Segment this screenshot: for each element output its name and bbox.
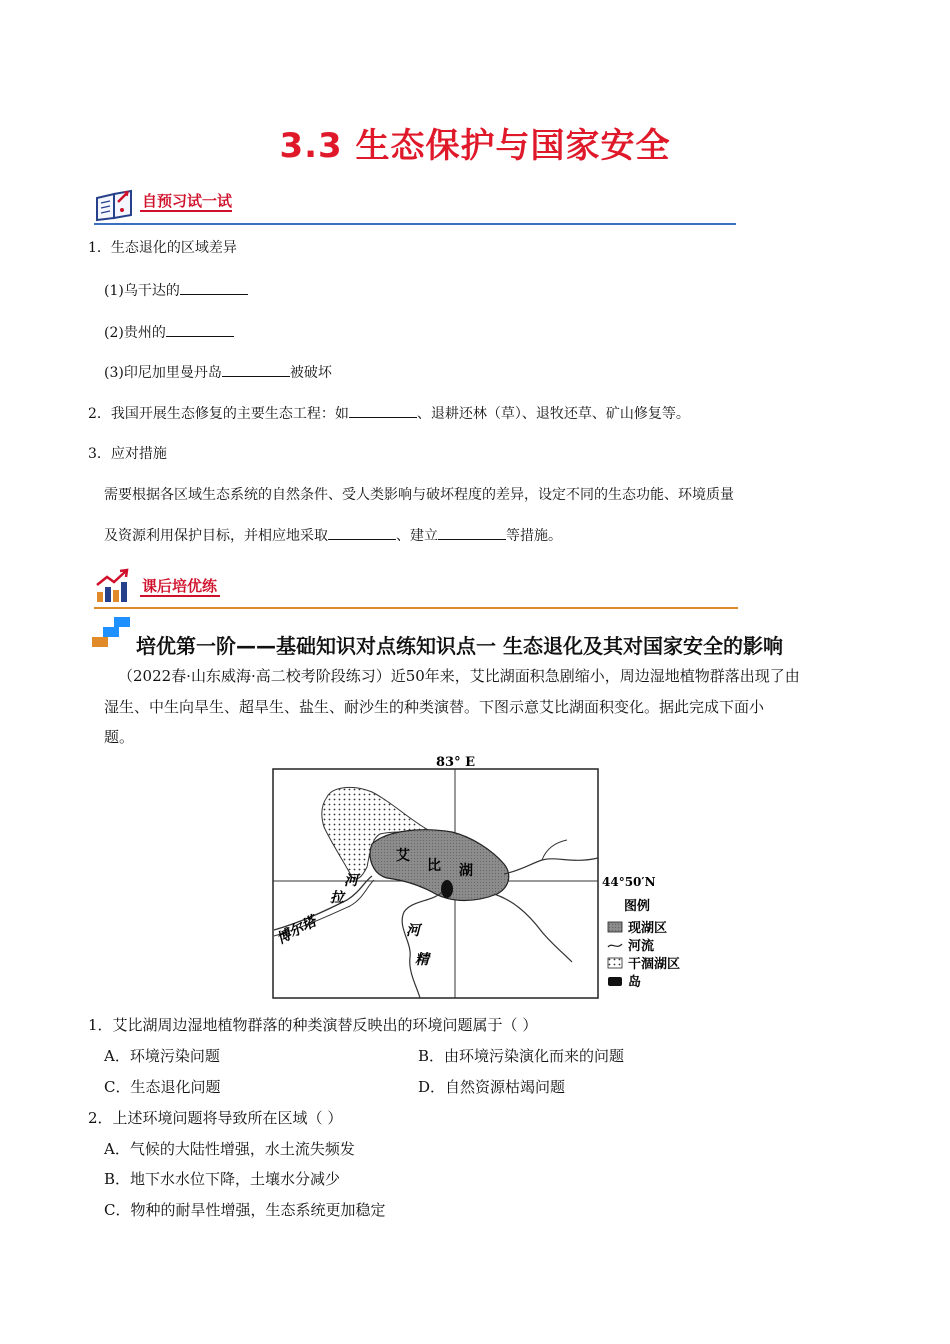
- q3-line1: 需要根据各区域生态系统的自然条件、受人类影响与破坏程度的差异，设定不同的生态功能、环境质量: [104, 487, 734, 503]
- intro-line-1: （2022春·山东威海·高二校考阶段练习）近50年来，艾比湖面积急剧缩小，周边湿地植物群落出现了由: [118, 667, 800, 685]
- book-icon: [94, 188, 136, 222]
- section-divider: [94, 223, 736, 225]
- river-label-he-top: 河: [344, 873, 358, 889]
- q1-option-c[interactable]: C．生态退化问题: [104, 1078, 221, 1096]
- river-label-jing: 精: [415, 952, 429, 968]
- legend-label-dried: 干涸湖区: [628, 957, 681, 972]
- section-label-homework: 课后培优练: [142, 577, 218, 595]
- label-underline: [140, 210, 232, 212]
- section-label-preview: 自预习试一试: [142, 192, 233, 210]
- blocks-icon: [92, 617, 132, 647]
- q1-title: 1．生态退化的区域差异: [88, 240, 237, 256]
- q2: 2．我国开展生态修复的主要生态工程：如 、退耕还林（草）、退牧还草、矿山修复等。: [88, 403, 690, 424]
- q1-a: (1)乌干达的: [104, 280, 248, 301]
- island: [441, 880, 453, 898]
- aibi-lake-map: [272, 752, 702, 1002]
- legend-label-river: 河流: [628, 939, 655, 954]
- section-divider: [94, 607, 738, 609]
- river-label-la: 拉: [330, 890, 344, 906]
- river-label-he-lower: 河: [406, 923, 420, 939]
- longitude-label: 83° E: [436, 755, 476, 770]
- intro-line-2: 湿生、中生向旱生、超旱生、盐生、耐沙生的种类演替。下图示意艾比湖面积变化。据此完成下面小: [104, 698, 765, 716]
- q1-option-d[interactable]: D．自然资源枯竭问题: [418, 1078, 566, 1096]
- growth-chart-icon: [94, 568, 130, 604]
- legend-swatch-dried: [608, 958, 622, 968]
- tier-heading: 培优第一阶——基础知识对点练知识点一 生态退化及其对国家安全的影响: [136, 634, 783, 658]
- page-title: 3.3 生态保护与国家安全: [279, 126, 671, 166]
- lake-char-bi: 比: [427, 858, 441, 874]
- fill-blank[interactable]: [328, 525, 396, 540]
- legend-title: 图例: [624, 899, 651, 914]
- legend-label-lake: 现湖区: [628, 921, 668, 936]
- fill-blank[interactable]: [349, 403, 417, 418]
- q1-option-a[interactable]: A．环境污染问题: [104, 1047, 220, 1065]
- q1-c: (3)印尼加里曼丹岛 被破坏: [104, 362, 332, 383]
- fill-blank[interactable]: [438, 525, 506, 540]
- q1-option-b[interactable]: B．由环境污染演化而来的问题: [418, 1047, 625, 1065]
- fill-blank[interactable]: [166, 322, 234, 337]
- q2-option-b[interactable]: B．地下水水位下降，土壤水分减少: [104, 1170, 341, 1188]
- label-underline: [140, 595, 220, 597]
- fill-blank[interactable]: [222, 362, 290, 377]
- question-2-stem: 2．上述环境问题将导致所在区域（ ）: [88, 1109, 343, 1127]
- q2-option-a[interactable]: A．气候的大陆性增强，水土流失频发: [104, 1140, 355, 1158]
- lake-char-hu: 湖: [459, 863, 473, 879]
- intro-line-3: 题。: [104, 728, 135, 746]
- q3-title: 3．应对措施: [88, 446, 167, 462]
- question-1-stem: 1．艾比湖周边湿地植物群落的种类演替反映出的环境问题属于（ ）: [88, 1016, 538, 1034]
- legend-label-island: 岛: [628, 975, 642, 990]
- fill-blank[interactable]: [180, 280, 248, 295]
- q3-line2: 及资源利用保护目标，并相应地采取 、建立 等措施。: [104, 525, 562, 546]
- river-label-bortala: 博尔塔: [274, 913, 319, 948]
- lake-char-ai: 艾: [396, 848, 410, 864]
- q2-option-c[interactable]: C．物种的耐旱性增强，生态系统更加稳定: [104, 1201, 386, 1219]
- latitude-label: 44°50′N: [602, 875, 656, 889]
- q1-b: (2)贵州的: [104, 322, 234, 343]
- legend-swatch-river: [608, 944, 622, 947]
- legend-swatch-island: [608, 977, 622, 986]
- legend-swatch-lake: [608, 922, 622, 932]
